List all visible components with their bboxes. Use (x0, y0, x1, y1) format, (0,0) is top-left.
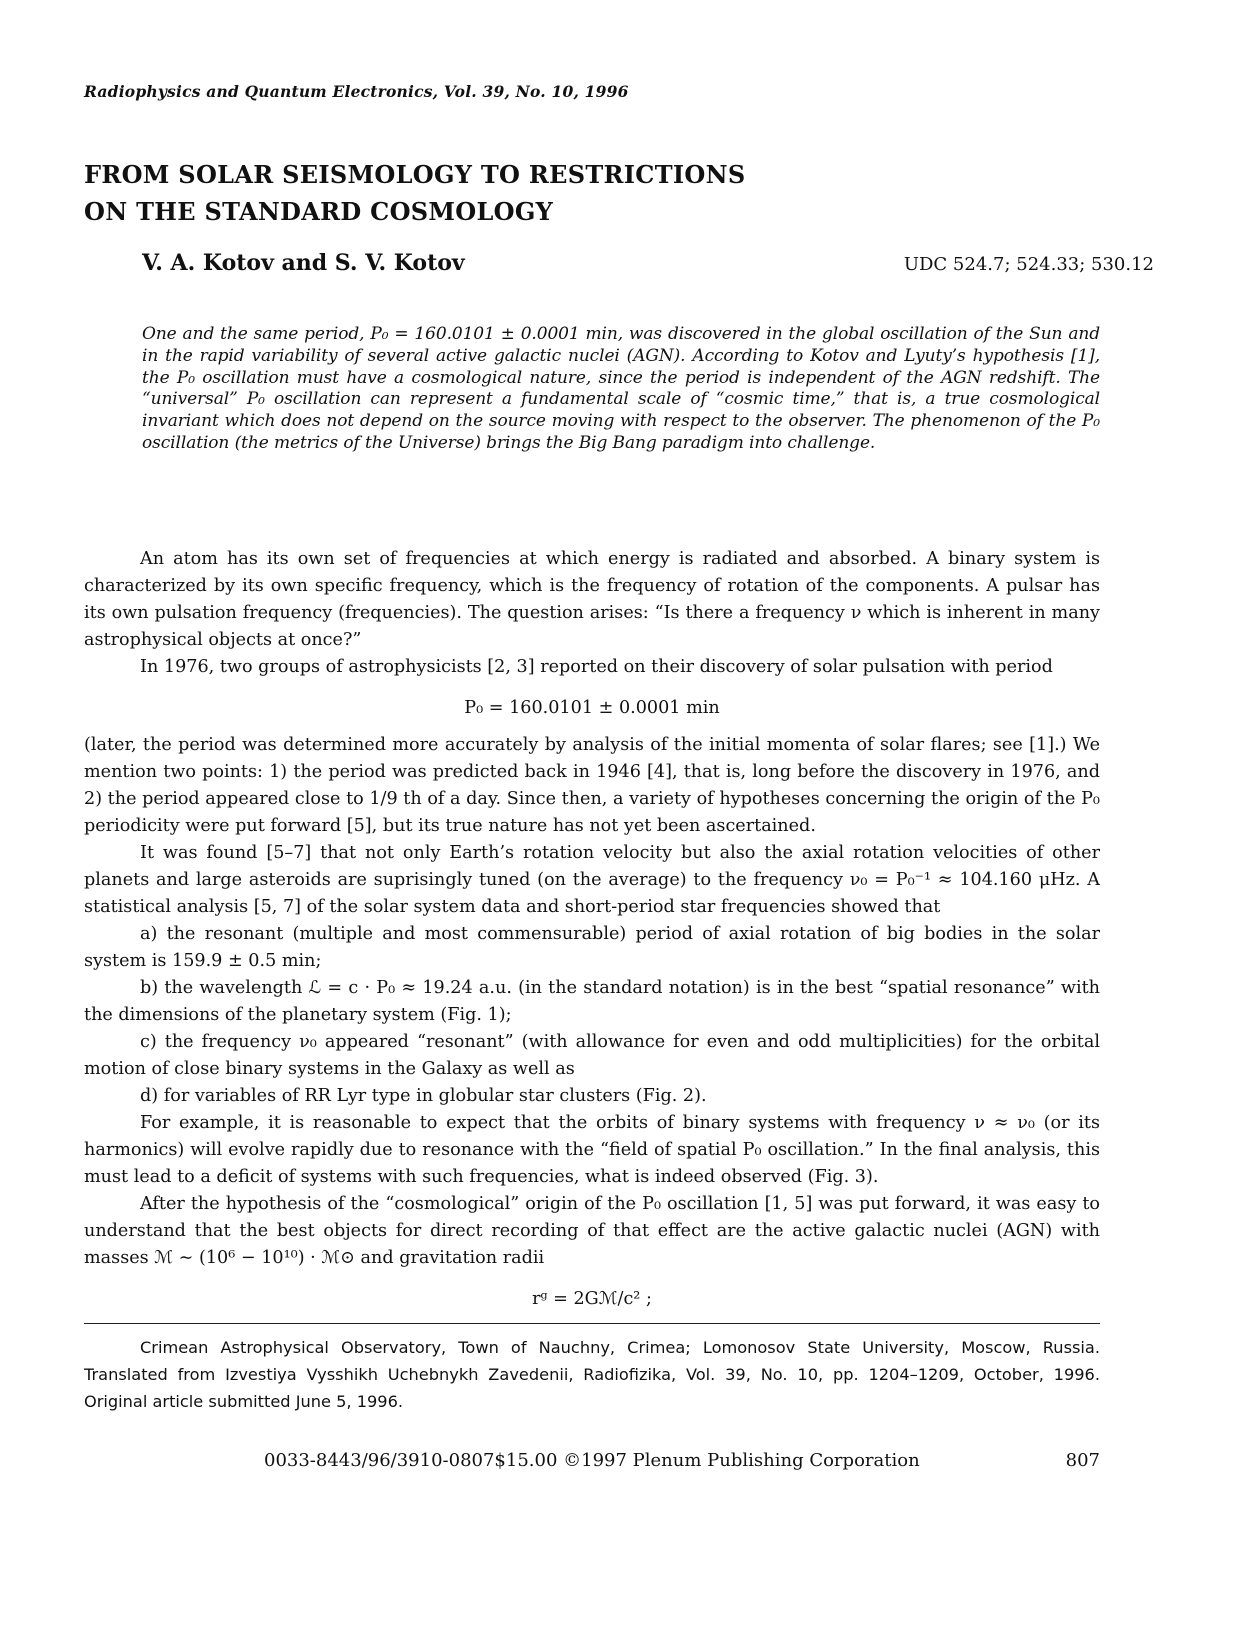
list-item: b) the wavelength ℒ = c · P₀ ≈ 19.24 a.u. (in the standard notation) is in the best “spatial resonance” with the dimensions of the planetary system (Fig. 1); (84, 978, 1100, 1025)
list-item: a) the resonant (multiple and most commensurable) period of axial rotation of big bodies in the solar system is 159.9 ± 0.5 min; (84, 924, 1100, 971)
footnote (84, 1334, 1100, 1415)
udc-code: UDC 524.7; 524.33; 530.12 (903, 254, 1154, 275)
footnote-rule (84, 1323, 1100, 1324)
paragraph: After the hypothesis of the “cosmological” origin of the P₀ oscillation [1, 5] was put forward, it was easy to understand that the best objects for direct recording of that effect are the active galactic nuclei (AGN) with masses ℳ ∼ (10⁶ − 10¹⁰) · ℳ⊙ and gravitation radii (84, 1194, 1100, 1268)
paragraph: For example, it is reasonable to expect that the orbits of binary systems with frequency ν ≈ ν₀ (or its harmonics) will evolve rapidly due to resonance with the “field of spatial P₀ oscillation.” In the final analysis, this must lead to a deficit of systems with such frequencies, what is indeed observed (Fig. 3). (84, 1113, 1100, 1187)
paragraph: In 1976, two groups of astrophysicists [2, 3] reported on their discovery of solar pulsation with period (140, 657, 1053, 677)
title-line-1: FROM SOLAR SEISMOLOGY TO RESTRICTIONS (84, 160, 746, 189)
list-item: c) the frequency ν₀ appeared “resonant” (with allowance for even and odd multiplicities) for the orbital motion of close binary systems in the Galaxy as well as (84, 1032, 1100, 1079)
equation: rᵍ = 2Gℳ/c² ; (532, 1289, 652, 1309)
equation: P₀ = 160.0101 ± 0.0001 min (464, 698, 720, 718)
paragraph: (later, the period was determined more accurately by analysis of the initial momenta of solar flares; see [1].) We mention two points: 1) the period was predicted back in 1946 [4], that is, long before the discovery in 1976, and 2) the period appeared close to 1/9 th of a day. Since then, a variety of hypotheses concerning the origin of the P₀ periodicity were put forward [5], but its true nature has not yet been ascertained. (84, 735, 1100, 836)
body-text (84, 546, 1100, 1313)
copyright-line: 0033-8443/96/3910-0807$15.00 ©1997 Plenum Publishing Corporation (264, 1450, 920, 1471)
paragraph: An atom has its own set of frequencies at which energy is radiated and absorbed. A binary system is characterized by its own specific frequency, which is the frequency of rotation of the components. A pulsar has its own pulsation frequency (frequencies). The question arises: “Is there a frequency ν which is inherent in many astrophysical objects at once?” (84, 549, 1100, 650)
abstract: One and the same period, P₀ = 160.0101 ± 0.0001 min, was discovered in the global oscillation of the Sun and in the rapid variability of several active galactic nuclei (AGN). According to Kotov and Lyuty’s hypothesis [1], the P₀ oscillation must have a cosmological nature, since the period is independent of the AGN redshift. The “universal” P₀ oscillation can represent a fundamental scale of “cosmic time,” that is, a true cosmological invariant which does not depend on the source moving with respect to the observer. The phenomenon of the P₀ oscillation (the metrics of the Universe) brings the Big Bang paradigm into challenge. (142, 324, 1100, 453)
footnote-text: Crimean Astrophysical Observatory, Town of Nauchny, Crimea; Lomonosov State University, Moscow, Russia. Translated from Izvestiya Vysshikh Uchebnykh Zavedenii, Radiofizika, Vol. 39, No. 10, pp. 1204–1209, October, 1996. Original article submitted June 5, 1996. (84, 1338, 1100, 1411)
page-number: 807 (1065, 1450, 1100, 1471)
title-line-2: ON THE STANDARD COSMOLOGY (84, 197, 554, 226)
journal-header: Radiophysics and Quantum Electronics, Vol. 39, No. 10, 1996 (84, 82, 629, 101)
paragraph: It was found [5–7] that not only Earth’s rotation velocity but also the axial rotation velocities of other planets and large asteroids are suprisingly tuned (on the average) to the frequency ν₀ = P₀⁻¹ ≈ 104.160 μHz. A statistical analysis [5, 7] of the solar system data and short-period star frequencies showed that (84, 843, 1100, 917)
article-title (84, 156, 745, 230)
list-item: d) for variables of RR Lyr type in globular star clusters (Fig. 2). (140, 1086, 707, 1106)
authors: V. A. Kotov and S. V. Kotov (142, 250, 465, 276)
